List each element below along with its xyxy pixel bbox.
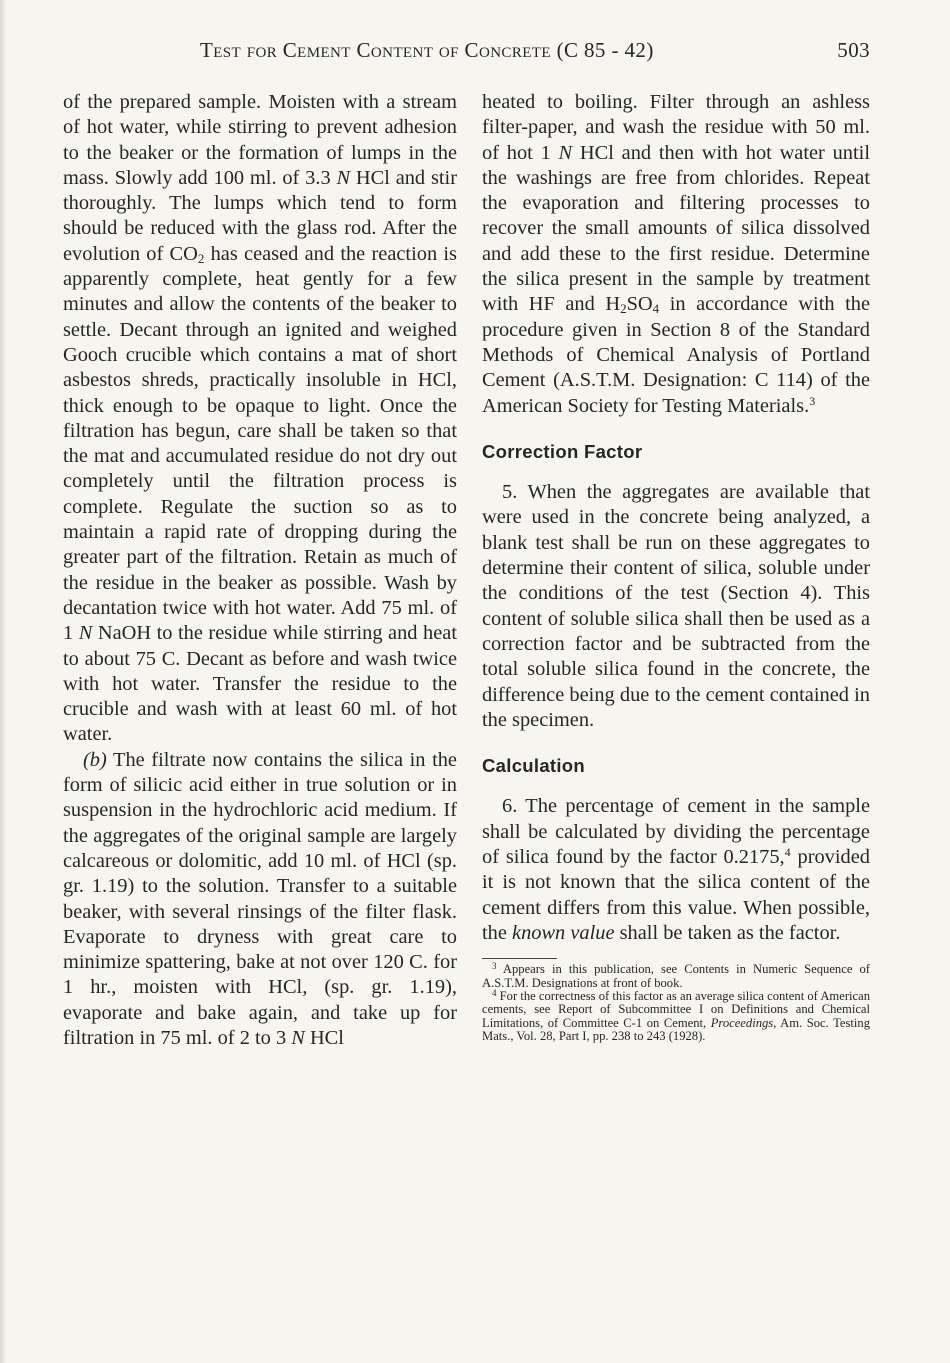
left-paragraph-2 xyxy=(63,748,457,1052)
heading-calculation: Calculation xyxy=(482,755,586,777)
left-column xyxy=(63,90,457,1051)
left-paragraph-1 xyxy=(63,90,457,748)
text-run: The filtrate now contains the silica in the form of silicic acid either in true solution or in suspension in the hydrochloric acid medium. If the aggregates of the original sample are largely calcareous or dolomitic, add 10 ml. of HCl (sp. gr. 1.19) to the solution. Transfer to a suitable beaker, with several rinsings of the filter flask. Evaporate to dryness with great care to minimize spattering, bake at not over 120 C. for 1 hr., moisten with HCl, (sp. gr. 1.19), evaporate and bake again, and take up for filtration in 75 ml. of 2 to 3 xyxy=(63,748,457,1049)
item-label: (b) xyxy=(83,748,107,771)
footnote-ref: 4 xyxy=(784,845,791,860)
text-run: HCl xyxy=(304,1026,344,1049)
text-run: shall be taken as the factor. xyxy=(614,921,841,944)
right-paragraph-1 xyxy=(482,90,870,419)
page-number: 503 xyxy=(837,38,870,62)
footnote-4 xyxy=(482,990,870,1044)
text-run: NaOH to the residue while stirring and heat to about 75 C. Decant as before and wash twice with hot water. Transfer the residue to the crucible and wash with at least 60 ml. of hot water. xyxy=(63,622,457,746)
footnote-mark: 4 xyxy=(492,988,497,999)
subscript: 2 xyxy=(620,301,627,317)
subscript: 2 xyxy=(197,250,205,266)
text-run: has ceased and the reaction is apparently complete, heat gently for a few minutes and allow the contents of the beaker to settle. Decant through an ignited and weighed Gooch crucible which contains a mat of short asbestos shreds, practically insoluble in HCl, thick enough to be opaque to light. Once the filtration has begun, care shall be taken so that the mat and accumulated residue do not dry out completely until the filtration process is complete. Regulate the suction so as to maintain a rapid rate of dropping during the greater part of the filtration. Retain as much of the residue in the beaker as possible. Wash by decantation twice with hot water. Add 75 ml. of 1 xyxy=(63,242,457,645)
emphasis: known value xyxy=(512,921,615,944)
text-run: For the correctness of this factor as an average silica content of American cements, see Report of Subcommittee I on Definitions and Chemical Limitations, of Committee C-1 on Cement, xyxy=(482,989,870,1030)
text-run: provided it is not known that the silica content of the cement differs from this value. When possible, the xyxy=(482,846,870,944)
subscript: 4 xyxy=(652,301,660,317)
text-run: SO xyxy=(626,293,653,316)
page-edge xyxy=(0,0,6,1363)
running-header xyxy=(62,38,870,68)
text-run: HCl and stir thoroughly. The lumps which tend to form should be reduced with the glass rod. After the evolution of CO xyxy=(63,166,457,265)
text-run: , Am. Soc. Testing Mats., Vol. 28, Part I, pp. 238 to 243 (1928). xyxy=(482,1015,870,1044)
normality-symbol: N xyxy=(291,1026,305,1049)
emphasis: Proceedings xyxy=(710,1015,774,1030)
right-paragraph-2: 5. When the aggregates are available that were used in the concrete being analyzed, a blank test shall be run on these aggregates to determine their content of silica, soluble under the conditions of the test (Section 4). This content of soluble silica shall then be used as a correction factor and be subtracted from the total soluble silica found in the concrete, the difference being due to the cement contained in the specimen. xyxy=(482,481,870,731)
text-run: of the prepared sample. Moisten with a stream of hot water, while stirring to prevent adhesion to the beaker or the formation of lumps in the mass. Slowly add 100 ml. of 3.3 xyxy=(63,91,457,189)
footnote-mark: 3 xyxy=(492,961,497,972)
text-run: heated to boiling. Filter through an ashless filter-paper, and wash the residue with 50 ml. of hot 1 xyxy=(482,91,870,164)
normality-symbol: N xyxy=(336,166,351,189)
running-title: Test for Cement Content of Concrete (C 85 - 42) xyxy=(200,38,654,62)
footnotes xyxy=(482,963,870,1043)
footnote-rule xyxy=(482,958,557,959)
text-run: Appears in this publication, see Contents in Numeric Sequence of A.S.T.M. Designations at front of book. xyxy=(482,962,870,990)
heading-correction-factor: Correction Factor xyxy=(482,440,643,462)
text-run: HCl and then with hot water until the washings are free from chlorides. Repeat the evaporation and filtering processes to recover the small amounts of silica dissolved and add these to the first residue. Determine the silica present in the sample by treatment with HF and H xyxy=(482,141,870,316)
normality-symbol: N xyxy=(78,622,93,645)
footnote-ref: 3 xyxy=(809,393,816,408)
text-run: in accordance with the procedure given in Section 8 of the Standard Methods of Chemical Analysis of Portland Cement (A.S.T.M. Designation: C 114) of the American Society for Testing Materials. xyxy=(482,293,871,417)
normality-symbol: N xyxy=(558,141,573,164)
text-run: 6. The percentage of cement in the sample shall be calculated by dividing the percentage of silica found by the factor 0.2175, xyxy=(482,795,870,869)
right-paragraph-3 xyxy=(482,794,870,946)
right-column xyxy=(482,90,870,1044)
footnote-3 xyxy=(482,963,870,990)
